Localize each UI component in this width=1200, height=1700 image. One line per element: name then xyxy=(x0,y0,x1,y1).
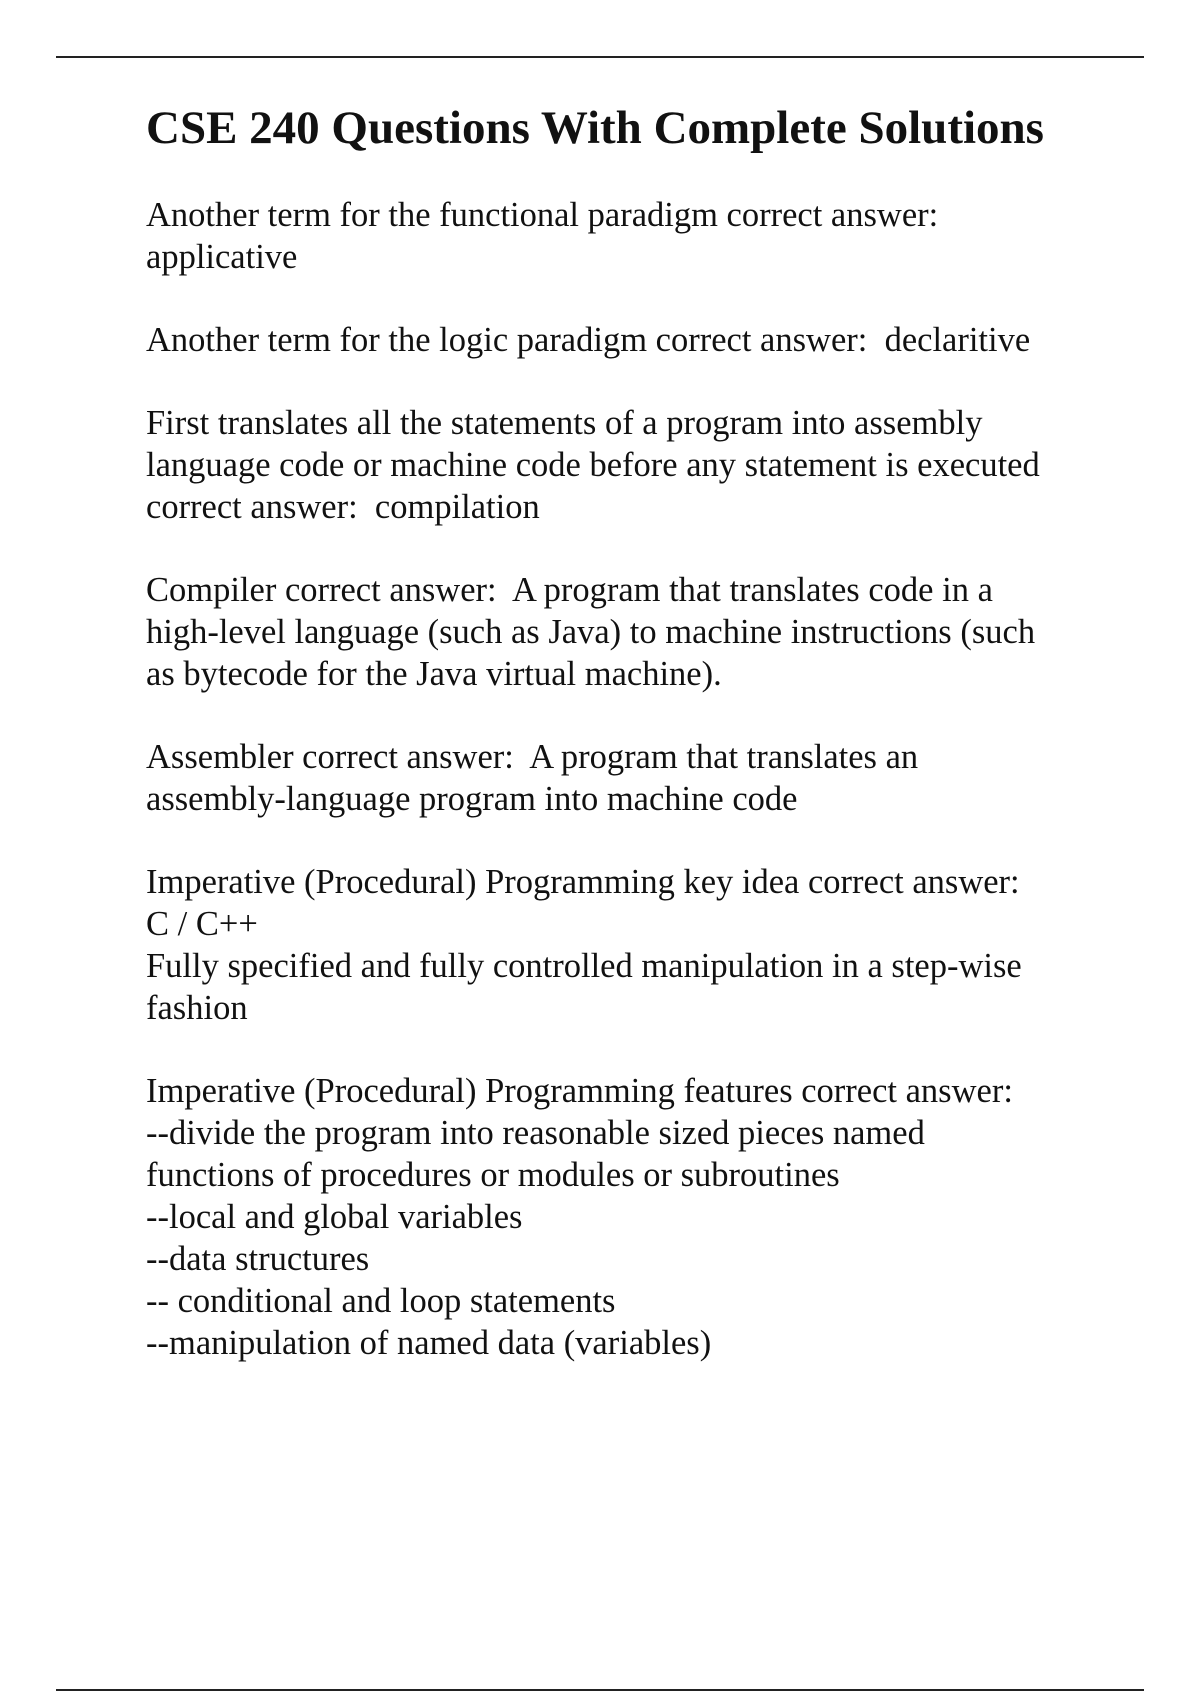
qa-line: First translates all the statements of a program into assembly xyxy=(146,404,983,442)
qa-block-compiler xyxy=(146,569,1106,695)
qa-line: Another term for the logic paradigm correct answer: declaritive xyxy=(146,321,1031,359)
qa-block-assembler xyxy=(146,736,1106,820)
qa-line: fashion xyxy=(146,989,248,1027)
qa-line: as bytecode for the Java virtual machine). xyxy=(146,655,722,693)
qa-line: --manipulation of named data (variables) xyxy=(146,1324,712,1362)
qa-block-compilation xyxy=(146,402,1106,528)
qa-line: Another term for the functional paradigm correct answer: xyxy=(146,196,939,234)
qa-line: Assembler correct answer: A program that translates an xyxy=(146,738,919,776)
qa-line: correct answer: compilation xyxy=(146,488,540,526)
qa-block-imperative-key-idea xyxy=(146,861,1106,1029)
qa-block-logic-paradigm xyxy=(146,319,1106,361)
bottom-rule xyxy=(56,1689,1144,1691)
document-title: CSE 240 Questions With Complete Solutions xyxy=(146,102,1044,154)
qa-line: applicative xyxy=(146,238,298,276)
qa-line: Compiler correct answer: A program that translates code in a xyxy=(146,571,993,609)
qa-line: Imperative (Procedural) Programming features correct answer: xyxy=(146,1072,1013,1110)
qa-block-functional-paradigm xyxy=(146,194,1106,278)
qa-line: Fully specified and fully controlled manipulation in a step-wise xyxy=(146,947,1022,985)
qa-line: Imperative (Procedural) Programming key idea correct answer: xyxy=(146,863,1020,901)
qa-line: functions of procedures or modules or subroutines xyxy=(146,1156,840,1194)
document-page xyxy=(146,96,1106,1405)
qa-block-imperative-features xyxy=(146,1070,1106,1364)
qa-line: high-level language (such as Java) to machine instructions (such xyxy=(146,613,1036,651)
qa-line: --local and global variables xyxy=(146,1198,523,1236)
qa-line: -- conditional and loop statements xyxy=(146,1282,616,1320)
top-rule xyxy=(56,56,1144,58)
qa-line: --divide the program into reasonable sized pieces named xyxy=(146,1114,925,1152)
qa-line: --data structures xyxy=(146,1240,370,1278)
qa-line: language code or machine code before any statement is executed xyxy=(146,446,1040,484)
qa-line: assembly-language program into machine code xyxy=(146,780,798,818)
qa-line: C / C++ xyxy=(146,905,258,943)
